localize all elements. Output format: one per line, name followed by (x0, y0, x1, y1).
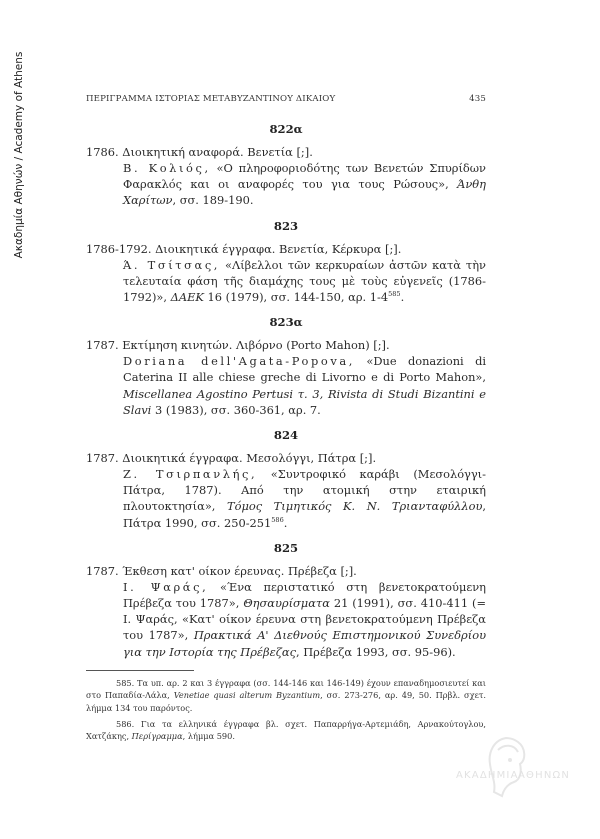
citation-text: 21 (1991), σσ. 410-411 (= Ι. Ψαράς, «Κατ' οίκον έρευνα στη βενετοκρατούμενη Πρέβεζα του 1787», (123, 596, 486, 643)
academy-watermark (456, 730, 571, 805)
citation-text: 3 (1983), σσ. 360-361, αρ. 7. (151, 402, 321, 417)
entry-number: 825 (273, 540, 299, 555)
footnotes (86, 670, 486, 743)
entry-822a (86, 122, 486, 209)
footnote-italic: Περίγραμμα (131, 731, 183, 742)
watermark-text-left: ΑΚΑΔΗΜΙΑ (456, 770, 519, 781)
citation-text: , σσ. 189-190. (172, 193, 254, 208)
footnote-marker: 585 (388, 290, 401, 299)
citation-italic: Τόμος Τιμητικός Κ. Ν. Τριανταφύλλου (227, 499, 483, 514)
entry-heading-line: 1787. Εκτίμηση κινητών. Λιβόρνο (Porto Mahon) [;]. (86, 338, 390, 353)
citation-author: Doriana dell'Agata-Popova, (123, 354, 356, 369)
page-number: 435 (469, 94, 486, 104)
entry-citation (86, 579, 486, 660)
citation-text: «Συντροφικό καράβι (Μεσολόγγι-Πάτρα, 1787). Από την ατομική στην εταιρική πλουτοκτησία», (123, 467, 486, 514)
entry-citation (86, 160, 486, 209)
running-header (86, 94, 486, 104)
athena-head-icon (476, 730, 536, 805)
footnote-text: , λήμμα 590. (182, 731, 235, 742)
footnote-text: , σσ. 273-276, αρ. 49, 50. Πρβλ. σχετ. λήμμα 134 του παρόντος. (86, 690, 486, 714)
citation-text: «Λίβελλοι τῶν κερκυραίων ἀστῶν κατὰ τὴν τελευταία φάση τῆς διαμάχης τους μὲ τοὺς εὐγενεῖς (1786-1792)», (123, 257, 486, 305)
citation-author: Ι. Ψαράς, (123, 579, 209, 594)
citation-italic: Άνθη Χαρίτων (123, 177, 486, 208)
entry-823 (86, 219, 486, 306)
entry-heading-line: 1787. Έκθεση κατ' οίκον έρευνας. Πρέβεζα [;]. (86, 563, 357, 578)
citation-author: Ζ. Τσιρπανλής, (123, 467, 258, 482)
entry-citation (86, 466, 486, 531)
citation-text: , Πάτρα 1990, σσ. 250-251 (123, 499, 486, 530)
side-stamp-text: Ακαδημία Αθηνών / Academy of Athens (13, 51, 25, 259)
citation-text: «Due donazioni di Caterina II alle chiese greche di Livorno e di Porto Mahon», (123, 354, 487, 385)
citation-author: Ά. Τσίτσας, (123, 257, 221, 272)
footnote-marker: 586 (271, 515, 284, 524)
entry-824 (86, 428, 486, 531)
entry-number: 823α (269, 315, 303, 330)
academy-side-stamp (8, 40, 30, 270)
citation-text: «Ο πληροφοριοδότης των Βενετών Σπυρίδων Φαρακλός και οι αναφορές του για τους Ρώσους», (123, 161, 486, 192)
page-content (86, 94, 486, 746)
header-title: ΠΕΡΙΓΡΑΜΜΑ ΙΣΤΟΡΙΑΣ ΜΕΤΑΒΥΖΑΝΤΙΝΟΥ ΔΙΚΑΙΟΥ (86, 94, 336, 104)
watermark-text-right: ΑΘΗΝΩΝ (518, 770, 571, 781)
entry-heading-line: 1786-1792. Διοικητικά έγγραφα. Βενετία, Κέρκυρα [;]. (86, 241, 402, 256)
citation-italic: Πρακτικά Α' Διεθνούς Επιστημονικού Συνεδρίου για την Ιστορία της Πρέβεζας (123, 628, 487, 659)
footnote-text: 585. Τα υπ. αρ. 2 και 3 έγγραφα (σσ. 144-146 και 146-149) έχουν επαναδημοσιευτεί και στο Παπαδία-Λάλα, (86, 677, 486, 701)
footnote-italic: Venetiae quasi alterum Byzantium (173, 690, 321, 701)
footnote-divider (86, 670, 194, 671)
footnote-586 (86, 718, 486, 743)
footnote-text: 586. Για τα ελληνικά έγγραφα βλ. σχετ. Παπαρρήγα-Αρτεμιάδη, Αρνακούτογλου, Χατζάκης, (86, 718, 486, 742)
entry-number: 822α (269, 122, 303, 136)
citation-italic: Θησαυρίσματα (243, 596, 330, 611)
entry-citation (86, 257, 486, 306)
citation-author: Β. Κολιός, (123, 161, 211, 175)
entry-heading-line: 1786. Διοικητική αναφορά. Βενετία [;]. (86, 145, 313, 159)
footnote-585 (86, 677, 486, 715)
entry-number: 824 (273, 428, 299, 443)
entry-citation (86, 353, 486, 418)
citation-text: 16 (1979), σσ. 144-150, αρ. 1-4 (203, 290, 389, 305)
entry-823a (86, 315, 486, 418)
entry-heading-line: 1787. Διοικητικά έγγραφα. Μεσολόγγι, Πάτρα [;]. (86, 451, 377, 466)
citation-text: . (400, 290, 405, 305)
citation-italic: ΔΑΕΚ (170, 290, 204, 305)
citation-text: . (283, 515, 288, 530)
entry-number: 823 (273, 218, 299, 233)
entry-825 (86, 541, 486, 660)
citation-italic: Miscellanea Agostino Pertusi τ. 3, Rivista di Studi Bizantini e Slavi (123, 386, 486, 417)
citation-text: , Πρέβεζα 1993, σσ. 95-96). (295, 644, 456, 659)
citation-text: «Ένα περιστατικό στη βενετοκρατούμενη Πρέβεζα του 1787», (123, 579, 486, 611)
